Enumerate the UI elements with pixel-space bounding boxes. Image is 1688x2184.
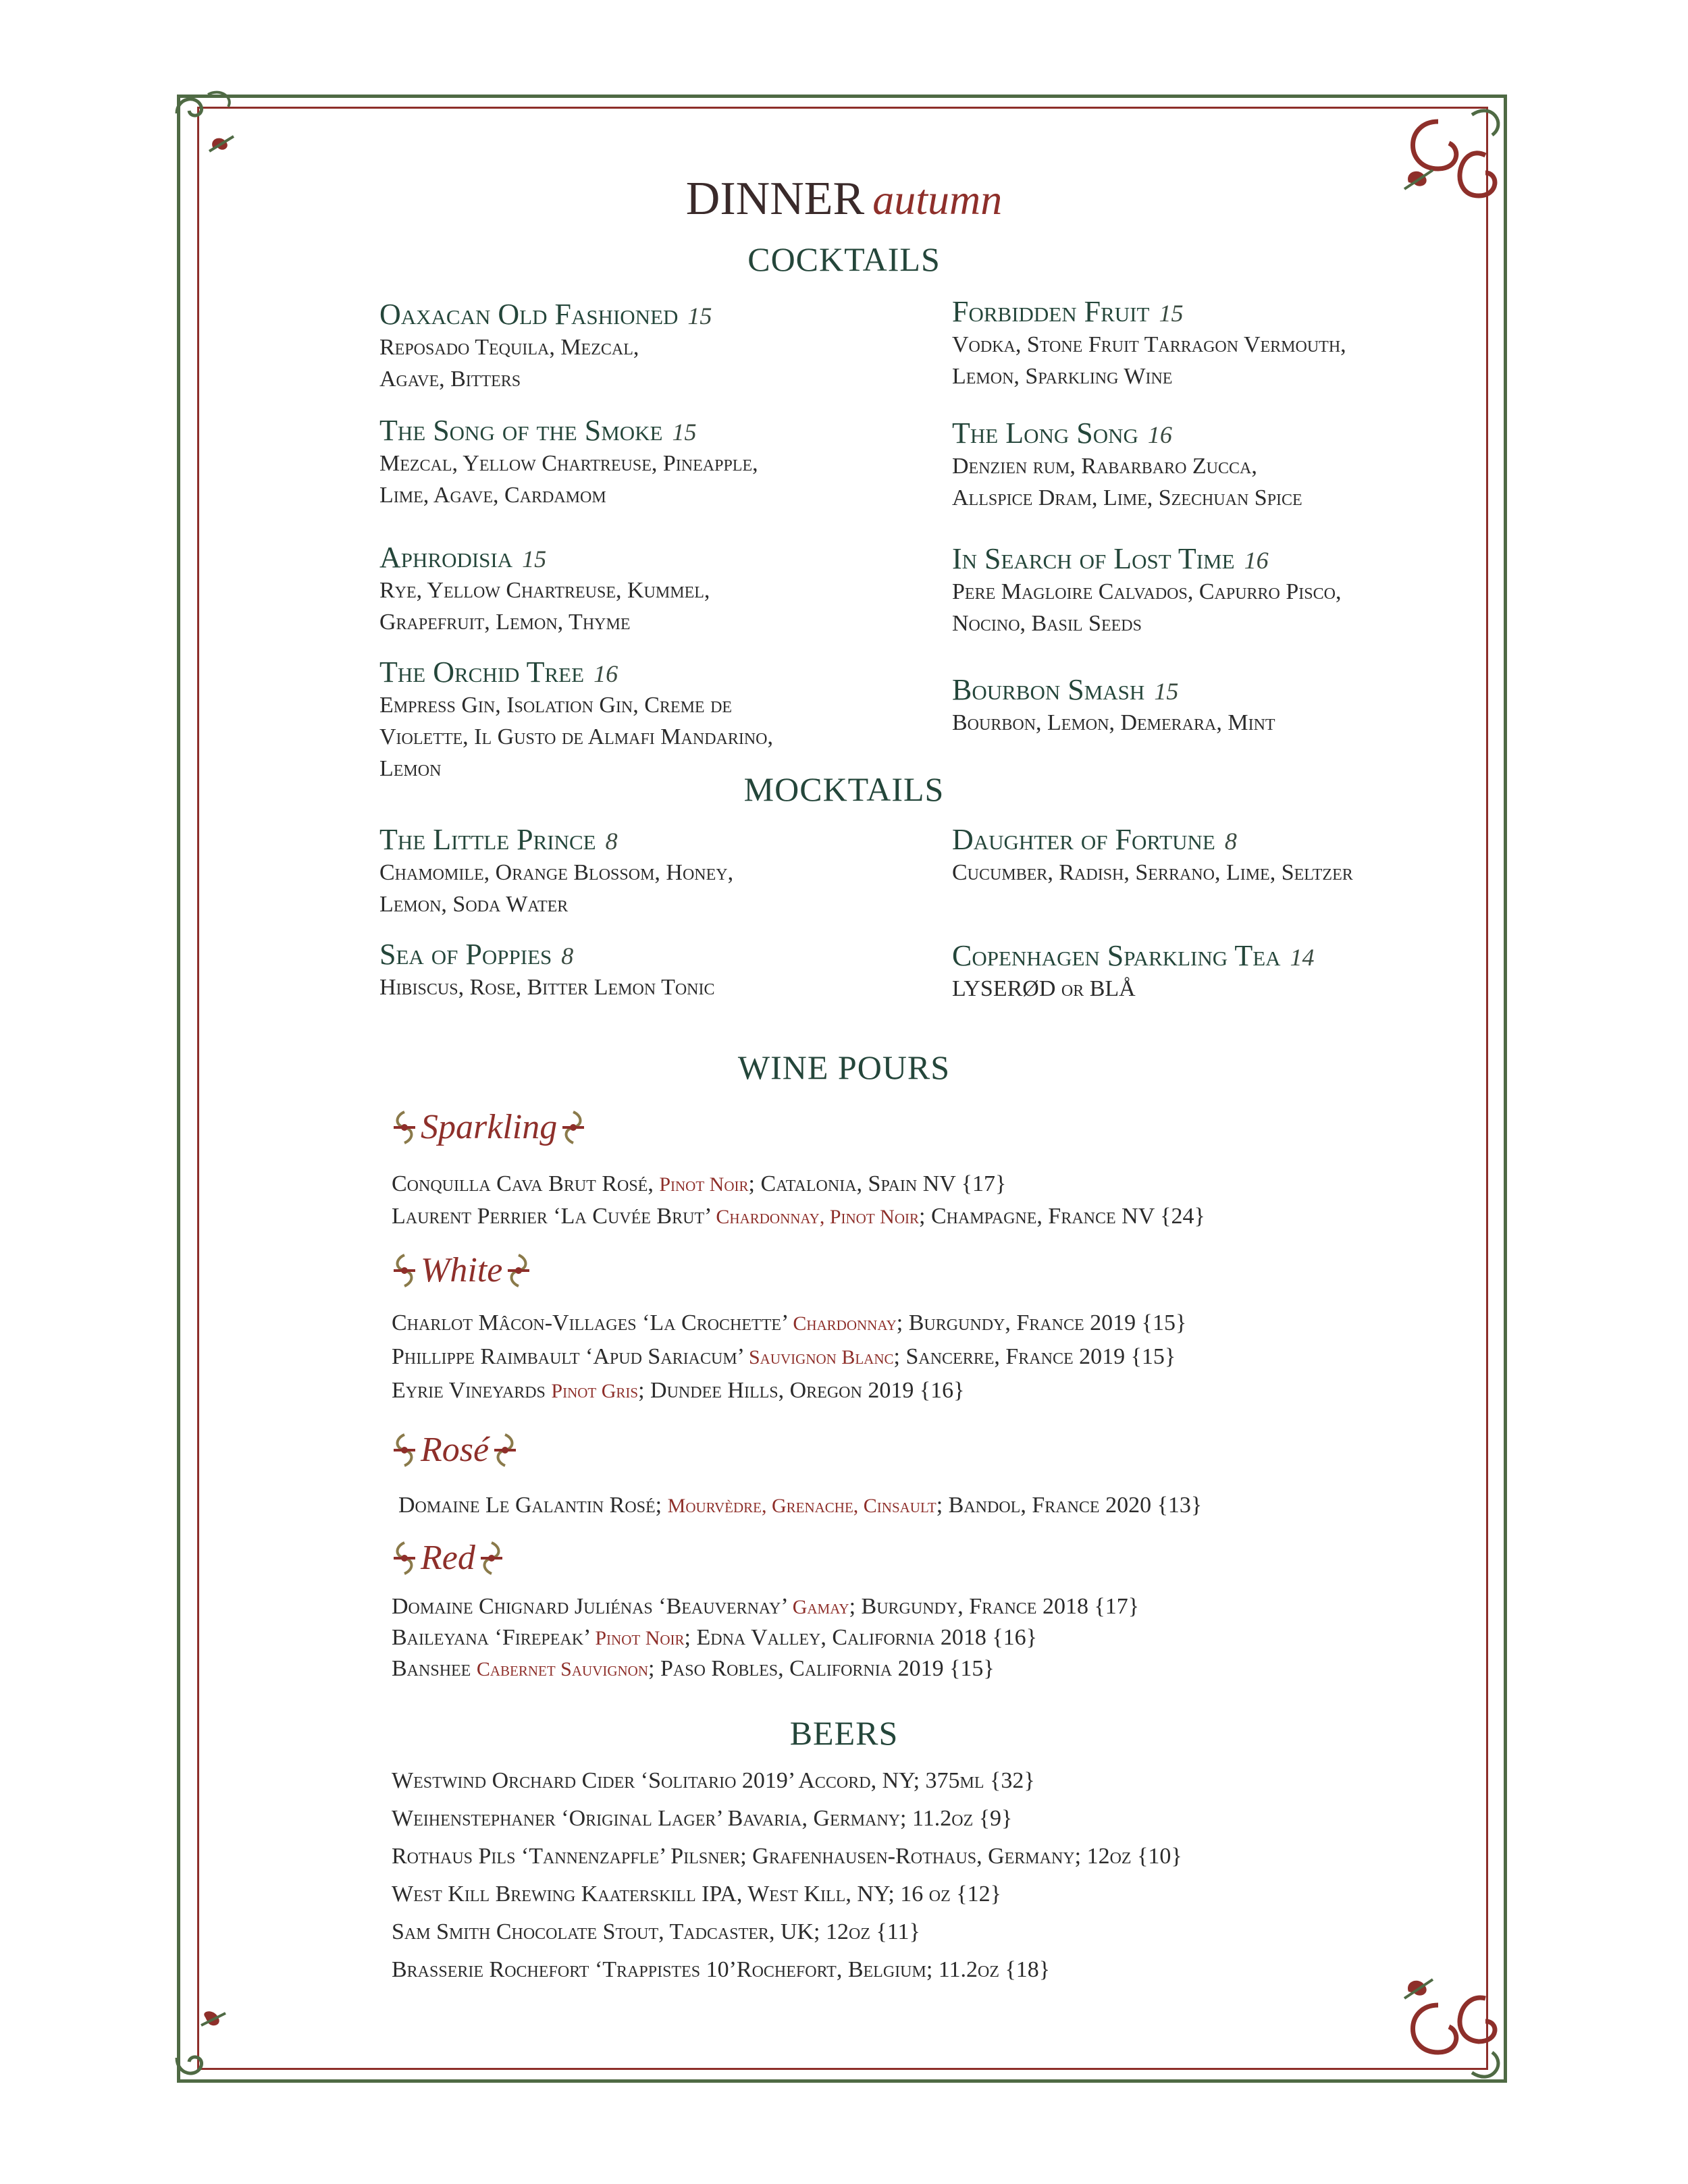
item-description: Rye, Yellow Chartreuse, Kummel, (379, 578, 710, 603)
mocktails-heading: MOCKTAILS (743, 770, 945, 808)
cocktail-item (952, 672, 1275, 739)
item-description: Agave, Bitters (379, 367, 521, 392)
wine-producer: Domaine Chignard Juliénas ‘Beauvernay’ (392, 1594, 793, 1619)
beer-line: Weihenstephaner ‘Original Lager’ Bavaria, Germany; 11.2oz {9} (392, 1806, 1013, 1831)
wine-producer: Phillippe Raimbault ‘Apud Sariacum’ (392, 1344, 749, 1369)
item-description: Reposado Tequila, Mezcal, (379, 335, 639, 360)
wine-producer: Baileyana ‘Firepeak’ (392, 1625, 596, 1650)
flourish-icon (502, 1252, 535, 1289)
beer-line: Sam Smith Chocolate Stout, Tadcaster, UK; 12oz {11} (392, 1919, 920, 1944)
mocktail-item (379, 937, 715, 1003)
corner-ornament-bottom-right (1391, 1971, 1512, 2093)
corner-ornament-bottom-left (167, 2010, 248, 2092)
item-price: 15 (1159, 300, 1184, 327)
item-name: Copenhagen Sparkling Tea (952, 939, 1281, 972)
wine-region: ; Edna Valley, California 2018 {16} (684, 1625, 1037, 1650)
item-price: 16 (1147, 421, 1172, 448)
wine-line (392, 1653, 995, 1686)
item-description: Bourbon, Lemon, Demerara, Mint (952, 710, 1275, 735)
item-name: Oaxacan Old Fashioned (379, 298, 679, 331)
wine-region: ; Champagne, France NV {24} (919, 1204, 1205, 1229)
cocktails-heading: COCKTAILS (747, 240, 941, 278)
flourish-icon (557, 1109, 589, 1146)
beers-heading: BEERS (789, 1714, 899, 1752)
flourish-icon (388, 1540, 421, 1576)
item-name: The Song of the Smoke (379, 414, 663, 447)
beer-line: Westwind Orchard Cider ‘Solitario 2019’ Accord, NY; 375ml {32} (392, 1768, 1035, 1793)
wine-grape: Sauvignon Blanc (748, 1346, 894, 1368)
wine-line (392, 1375, 964, 1408)
title-text: DINNER (685, 173, 865, 225)
wine-region: ; Sancerre, France 2019 {15} (893, 1344, 1176, 1369)
item-description: Mezcal, Yellow Chartreuse, Pineapple, (379, 451, 758, 476)
cocktail-item (952, 416, 1302, 514)
wine-category-label: Sparkling (421, 1108, 558, 1146)
item-description: Nocino, Basil Seeds (952, 611, 1142, 636)
item-description: Lemon, Soda Water (379, 892, 569, 917)
title-subtitle: autumn (872, 176, 1003, 223)
cocktail-item (379, 297, 712, 395)
wine-heading: WINE POURS (737, 1048, 951, 1086)
item-description: Denzien rum, Rabarbaro Zucca, (952, 454, 1257, 479)
wine-category-label: Red (421, 1539, 475, 1577)
wine-region: ; Bandol, France 2020 {13} (936, 1493, 1203, 1518)
item-name: The Orchid Tree (379, 656, 585, 689)
wine-region: ; Catalonia, Spain NV {17} (748, 1171, 1007, 1196)
beer-line: West Kill Brewing Kaaterskill IPA, West Kill, NY; 16 oz {12} (392, 1882, 1001, 1907)
wine-grape: Cabernet Sauvignon (476, 1658, 649, 1680)
wine-region: ; Burgundy, France 2018 {17} (849, 1594, 1140, 1619)
wine-region: ; Paso Robles, California 2019 {15} (648, 1656, 995, 1681)
cocktail-item (952, 294, 1346, 392)
item-name: The Long Song (952, 417, 1138, 450)
flourish-icon (475, 1540, 508, 1576)
item-price: 8 (605, 828, 618, 855)
wine-grape: Mourvèdre, Grenache, Cinsault (667, 1495, 937, 1517)
wine-category-sparkling (388, 1107, 589, 1147)
flourish-icon (388, 1252, 421, 1289)
item-name: Sea of Poppies (379, 938, 552, 971)
item-description: LYSERØD or BLÅ (952, 976, 1136, 1001)
wine-category-rose (388, 1430, 521, 1470)
item-price: 15 (672, 419, 697, 446)
corner-ornament-top-left (167, 86, 248, 161)
item-price: 15 (687, 302, 712, 329)
item-price: 16 (594, 660, 618, 687)
wine-grape: Pinot Noir (659, 1173, 749, 1196)
wine-line (398, 1489, 1202, 1522)
wine-line (392, 1168, 1006, 1201)
wine-category-red (388, 1538, 508, 1578)
wine-grape: Chardonnay, Pinot Noir (716, 1206, 919, 1228)
item-description: Allspice Dram, Lime, Szechuan Spice (952, 485, 1302, 510)
wine-grape: Pinot Noir (595, 1627, 685, 1649)
wine-category-label: Rosé (421, 1431, 490, 1469)
wine-line (392, 1200, 1205, 1233)
wine-category-label: White (421, 1251, 503, 1289)
wine-producer: Eyrie Vineyards (392, 1378, 552, 1403)
item-description: Vodka, Stone Fruit Tarragon Vermouth, (952, 332, 1346, 357)
item-description: Cucumber, Radish, Serrano, Lime, Seltzer (952, 860, 1353, 885)
flourish-icon (388, 1432, 421, 1468)
wine-producer: Domaine Le Galantin Rosé; (398, 1493, 668, 1518)
item-description: Lime, Agave, Cardamom (379, 483, 606, 508)
cocktail-item (379, 655, 773, 784)
wine-grape: Gamay (792, 1596, 849, 1618)
item-description: Lemon, Sparkling Wine (952, 364, 1173, 389)
wine-line (392, 1591, 1139, 1624)
cocktail-item (379, 540, 710, 638)
item-description: Lemon (379, 756, 442, 781)
item-price: 8 (561, 942, 574, 969)
wine-producer: Banshee (392, 1656, 477, 1681)
item-name: Aphrodisia (379, 541, 513, 574)
item-description: Chamomile, Orange Blossom, Honey, (379, 860, 734, 885)
flourish-icon (489, 1432, 521, 1468)
wine-line (392, 1622, 1037, 1655)
wine-grape: Chardonnay (793, 1312, 897, 1335)
item-price: 14 (1290, 944, 1315, 971)
wine-region: ; Burgundy, France 2019 {15} (896, 1310, 1187, 1335)
item-description: Violette, Il Gusto de Almafi Mandarino, (379, 724, 774, 749)
item-name: Bourbon Smash (952, 673, 1145, 706)
page-title (0, 172, 1688, 226)
mocktail-item (952, 938, 1315, 1005)
item-price: 15 (522, 545, 547, 572)
mocktail-item (379, 822, 733, 920)
item-description: Grapefruit, Lemon, Thyme (379, 610, 631, 635)
wine-producer: Charlot Mâcon-Villages ‘La Crochette’ (392, 1310, 793, 1335)
item-name: Forbidden Fruit (952, 295, 1150, 328)
cocktail-item (952, 541, 1341, 639)
item-name: The Little Prince (379, 823, 596, 856)
wine-line (392, 1341, 1176, 1374)
beer-line: Brasserie Rochefort ‘Trappistes 10’Rochefort, Belgium; 11.2oz {18} (392, 1957, 1051, 1982)
wine-grape: Pinot Gris (551, 1380, 639, 1402)
item-name: Daughter of Fortune (952, 823, 1215, 856)
mocktail-item (952, 822, 1353, 888)
beer-line: Rothaus Pils ‘Tannenzapfle’ Pilsner; Grafenhausen-Rothaus, Germany; 12oz {10} (392, 1844, 1182, 1869)
cocktail-item (379, 413, 758, 511)
item-price: 15 (1154, 678, 1179, 705)
item-price: 8 (1224, 828, 1237, 855)
item-price: 16 (1244, 547, 1269, 574)
wine-producer: Conquilla Cava Brut Rosé, (392, 1171, 660, 1196)
item-description: Pere Magloire Calvados, Capurro Pisco, (952, 579, 1342, 604)
item-name: In Search of Lost Time (952, 542, 1235, 575)
wine-line (392, 1307, 1186, 1340)
wine-producer: Laurent Perrier ‘La Cuvée Brut’ (392, 1204, 716, 1229)
wine-category-white (388, 1250, 535, 1290)
wine-region: ; Dundee Hills, Oregon 2019 {16} (638, 1378, 965, 1403)
flourish-icon (388, 1109, 421, 1146)
item-description: Empress Gin, Isolation Gin, Creme de (379, 693, 733, 718)
item-description: Hibiscus, Rose, Bitter Lemon Tonic (379, 975, 715, 1000)
